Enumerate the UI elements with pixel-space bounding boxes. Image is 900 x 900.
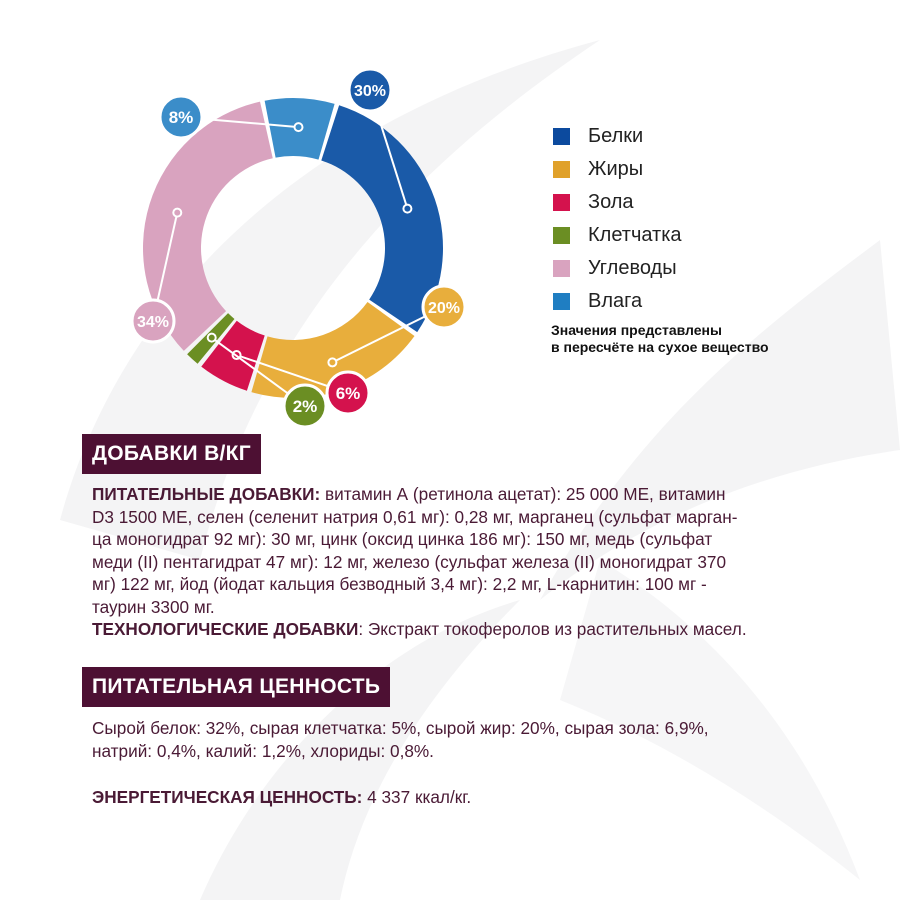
value-label-text: 20% bbox=[427, 300, 461, 317]
label-anchor-dot bbox=[173, 209, 181, 217]
energy-value: 4 337 ккал/кг. bbox=[362, 787, 472, 807]
value-label-text: 34% bbox=[136, 314, 170, 331]
nutrition-line: Сырой белок: 32%, сырая клетчатка: 5%, сырой жир: 20%, сырая зола: 6,9%, bbox=[92, 718, 709, 738]
nutritional-additives-label: ПИТАТЕЛЬНЫЕ ДОБАВКИ: bbox=[92, 484, 321, 504]
legend-note bbox=[551, 322, 811, 356]
value-label-text: 8% bbox=[168, 108, 194, 127]
legend-label: Зола bbox=[588, 191, 634, 213]
label-anchor-dot bbox=[208, 334, 216, 342]
energy-label: ЭНЕРГЕТИЧЕСКАЯ ЦЕННОСТЬ: bbox=[92, 787, 363, 807]
nutritional-line: мг) 122 мг, йод (йодат кальция безводный 3,4 мг): 2,2 мг, L-карнитин: 100 мг - bbox=[92, 574, 707, 594]
legend-swatch bbox=[553, 128, 570, 145]
label-anchor-dot bbox=[328, 358, 336, 366]
nutritional-line: таурин 3300 мг. bbox=[92, 596, 215, 617]
legend-swatch bbox=[553, 227, 570, 244]
chart-legend bbox=[553, 120, 682, 318]
label-anchor-dot bbox=[403, 205, 411, 213]
legend-item-proteins bbox=[553, 120, 682, 153]
value-label-text: 30% bbox=[353, 83, 387, 100]
legend-swatch bbox=[553, 293, 570, 310]
legend-item-fats bbox=[553, 153, 682, 186]
additives-text bbox=[92, 483, 812, 641]
legend-item-moisture bbox=[553, 285, 682, 318]
label-anchor-dot bbox=[294, 123, 302, 131]
technological-additives-paragraph bbox=[92, 618, 812, 641]
energy-text bbox=[92, 786, 812, 809]
nutritional-line: витамин А (ретинола ацетат): 25 000 МЕ, витамин bbox=[325, 484, 726, 504]
technological-additives-label: ТЕХНОЛОГИЧЕСКИЕ ДОБАВКИ bbox=[92, 619, 359, 639]
nutritional-line: меди (II) пентагидрат 47 мг): 12 мг, железо (сульфат железа (II) моногидрат 370 bbox=[92, 551, 727, 572]
legend-swatch bbox=[553, 260, 570, 277]
nutritional-additives-paragraph bbox=[92, 483, 812, 618]
legend-label: Жиры bbox=[588, 158, 644, 180]
nutritional-line: D3 1500 МЕ, селен (селенит натрия 0,61 мг): 0,28 мг, марганец (сульфат марган- bbox=[92, 506, 738, 527]
legend-item-carbs bbox=[553, 252, 682, 285]
nutrition-line: натрий: 0,4%, калий: 1,2%, хлориды: 0,8%. bbox=[92, 740, 434, 761]
legend-item-ash bbox=[553, 186, 682, 219]
legend-label: Влага bbox=[588, 290, 643, 312]
legend-note-line: Значения представлены bbox=[551, 322, 722, 338]
value-label-text: 6% bbox=[335, 384, 361, 403]
legend-item-fiber bbox=[553, 219, 682, 252]
legend-label: Углеводы bbox=[588, 257, 677, 279]
legend-label: Клетчатка bbox=[588, 224, 682, 246]
nutrition-text bbox=[92, 717, 812, 762]
legend-note-line: в пересчёте на сухое вещество bbox=[551, 339, 769, 355]
value-label-text: 2% bbox=[292, 397, 318, 416]
section-header-nutrition: ПИТАТЕЛЬНАЯ ЦЕННОСТЬ bbox=[82, 667, 390, 707]
technological-additives-text: : Экстракт токоферолов из растительных масел. bbox=[358, 619, 747, 639]
legend-swatch bbox=[553, 194, 570, 211]
nutritional-line: ца моногидрат 92 мг): 30 мг, цинк (оксид цинка 186 мг): 150 мг, медь (сульфат bbox=[92, 529, 713, 549]
legend-swatch bbox=[553, 161, 570, 178]
section-header-additives: ДОБАВКИ В/КГ bbox=[82, 434, 261, 474]
legend-label: Белки bbox=[588, 125, 644, 147]
